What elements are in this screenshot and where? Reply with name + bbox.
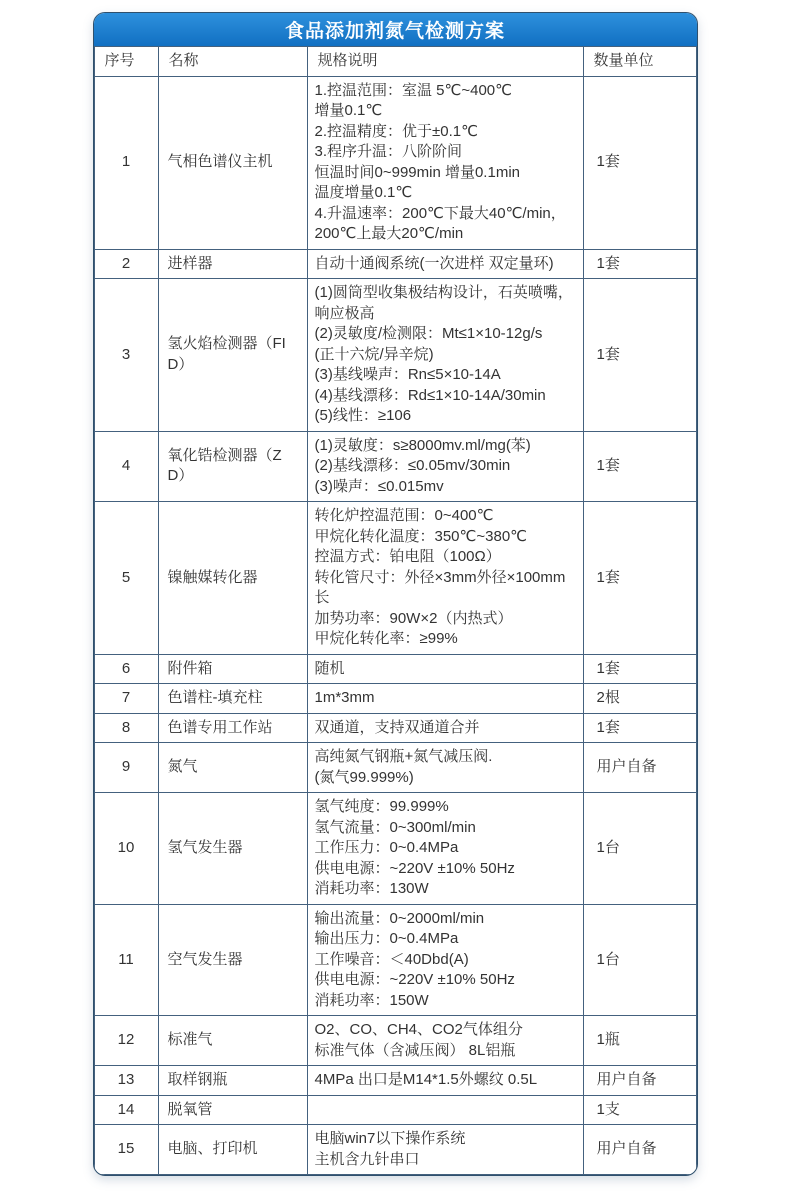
- row-spec: [307, 1125, 583, 1175]
- spec-line: (3)基线噪声：Rn≤5×10-14A: [314, 366, 501, 383]
- row-qty: 1套: [583, 502, 696, 655]
- row-name: 氮气: [158, 743, 307, 793]
- row-name: 镍触媒转化器: [158, 502, 307, 655]
- spec-line: (2)灵敏度/检测限：Mt≤1×10-12g/s: [314, 325, 543, 342]
- row-spec: [307, 502, 583, 655]
- row-spec: [307, 431, 583, 502]
- spec-line: (1)灵敏度：s≥8000mv.ml/mg(苯): [314, 436, 531, 454]
- spec-line: 3.程序升温：八阶阶间: [314, 143, 463, 160]
- table-row: [94, 743, 696, 793]
- row-no: 13: [94, 1066, 158, 1096]
- spec-line: 供电电源：~220V ±10% 50Hz: [314, 859, 515, 877]
- row-no: 9: [94, 743, 158, 793]
- spec-line: (4)基线漂移：Rd≤1×10-14A/30min: [314, 386, 546, 404]
- row-qty: 1套: [583, 431, 696, 502]
- row-name: 色谱柱-填充柱: [158, 684, 307, 714]
- header-name: 名称: [158, 47, 307, 77]
- spec-table: [94, 46, 697, 1175]
- spec-line: 4.升温速率：200℃下最大40℃/min，: [314, 204, 566, 222]
- table-row: [94, 249, 696, 279]
- row-name: 脱氧管: [158, 1095, 307, 1125]
- table-row: [94, 654, 696, 684]
- row-name: 色谱专用工作站: [158, 713, 307, 743]
- row-spec: [307, 279, 583, 432]
- spec-line: 氢气纯度：99.999%: [314, 798, 449, 815]
- row-name: 氢气发生器: [158, 793, 307, 905]
- spec-line: (1)圆筒型收集极结构设计，石英喷嘴，: [314, 284, 573, 301]
- row-qty: 1台: [583, 793, 696, 905]
- spec-line: 高纯氮气钢瓶+氮气减压阀.: [314, 748, 493, 765]
- row-name: 氧化锆检测器（ZD）: [158, 431, 307, 502]
- spec-line: 随机: [314, 659, 345, 677]
- row-no: 5: [94, 502, 158, 655]
- table-row: [94, 904, 696, 1016]
- row-spec: [307, 654, 583, 684]
- spec-line: 输出压力：0~0.4MPa: [314, 930, 459, 947]
- row-spec: [307, 76, 583, 249]
- spec-line: 转化炉控温范围：0~400℃: [314, 507, 494, 524]
- row-name: 附件箱: [158, 654, 307, 684]
- row-spec: [307, 904, 583, 1016]
- row-qty: 用户自备: [583, 1066, 696, 1096]
- row-qty: 1套: [583, 654, 696, 684]
- table-body: [94, 76, 696, 1175]
- spec-line: 氢气流量：0~300ml/min: [314, 818, 476, 836]
- row-spec: [307, 249, 583, 279]
- spec-line: 工作压力：0~0.4MPa: [314, 839, 459, 856]
- table-row: [94, 1125, 696, 1175]
- row-qty: 用户自备: [583, 1125, 696, 1175]
- spec-line: 消耗功率：150W: [314, 991, 429, 1009]
- spec-line: 工作噪音：＜40Dbd(A): [314, 950, 469, 968]
- row-no: 12: [94, 1016, 158, 1066]
- spec-line: 增量0.1℃: [314, 102, 383, 119]
- spec-line: 电脑win7以下操作系统: [314, 1130, 466, 1147]
- spec-line: 恒温时间0~999min 增量0.1min: [314, 163, 520, 181]
- row-spec: [307, 1016, 583, 1066]
- row-qty: 2根: [583, 684, 696, 714]
- row-no: 4: [94, 431, 158, 502]
- spec-line: 供电电源：~220V ±10% 50Hz: [314, 971, 515, 988]
- row-name: 气相色谱仪主机: [158, 76, 307, 249]
- spec-line: 加势功率：90W×2（内热式）: [314, 609, 513, 627]
- row-qty: 1套: [583, 76, 696, 249]
- row-qty: 1瓶: [583, 1016, 696, 1066]
- row-no: 11: [94, 904, 158, 1016]
- row-name: 氢火焰检测器（FID）: [158, 279, 307, 432]
- header-no: 序号: [94, 47, 158, 77]
- spec-line: 1m*3mm: [314, 689, 375, 706]
- row-no: 3: [94, 279, 158, 432]
- spec-line: (正十六烷/异辛烷): [314, 345, 434, 363]
- table-row: [94, 713, 696, 743]
- spec-line: 甲烷化转化率：≥99%: [314, 630, 458, 647]
- row-name: 电脑、打印机: [158, 1125, 307, 1175]
- header-spec: 规格说明: [307, 47, 583, 77]
- spec-line: 甲烷化转化温度：350℃~380℃: [314, 527, 528, 545]
- row-no: 1: [94, 76, 158, 249]
- row-spec: [307, 684, 583, 714]
- table-row: [94, 431, 696, 502]
- table-row: [94, 1066, 696, 1096]
- row-qty: 1台: [583, 904, 696, 1016]
- spec-line: (2)基线漂移：≤0.05mv/30min: [314, 457, 511, 474]
- row-spec: [307, 1066, 583, 1096]
- spec-line: 控温方式：铂电阻（100Ω）: [314, 548, 501, 565]
- row-no: 14: [94, 1095, 158, 1125]
- row-no: 15: [94, 1125, 158, 1175]
- spec-line: (3)噪声：≤0.015mv: [314, 477, 444, 495]
- row-spec: [307, 793, 583, 905]
- table-row: [94, 279, 696, 432]
- table-row: [94, 1095, 696, 1125]
- spec-line: 1.控温范围：室温 5℃~400℃: [314, 81, 512, 99]
- header-qty: 数量单位: [583, 47, 696, 77]
- row-qty: 1支: [583, 1095, 696, 1125]
- spec-line: O2、CO、CH4、CO2气体组分: [314, 1021, 523, 1038]
- spec-line: 双通道，支持双通道合并: [314, 718, 480, 736]
- header-row: [94, 47, 696, 77]
- row-no: 6: [94, 654, 158, 684]
- row-no: 10: [94, 793, 158, 905]
- sheet-title: 食品添加剂氮气检测方案: [94, 13, 697, 46]
- table-row: [94, 502, 696, 655]
- spec-line: (5)线性：≥106: [314, 407, 412, 424]
- row-qty: 1套: [583, 279, 696, 432]
- spec-line: 标准气体（含减压阀） 8L铝瓶: [314, 1041, 516, 1059]
- row-no: 7: [94, 684, 158, 714]
- row-spec: [307, 743, 583, 793]
- spec-line: 响应极高: [314, 304, 375, 322]
- table-row: [94, 1016, 696, 1066]
- table-row: [94, 76, 696, 249]
- row-name: 标准气: [158, 1016, 307, 1066]
- spec-line: 主机含九针串口: [314, 1150, 420, 1168]
- row-no: 8: [94, 713, 158, 743]
- row-spec: [307, 713, 583, 743]
- spec-line: 200℃上最大20℃/min: [314, 225, 464, 242]
- spec-line: 自动十通阀系统(一次进样 双定量环): [314, 254, 554, 272]
- spec-line: 温度增量0.1℃: [314, 184, 413, 201]
- spec-line: 2.控温精度：优于±0.1℃: [314, 122, 478, 140]
- spec-line: 消耗功率：130W: [314, 880, 429, 897]
- spec-sheet: [93, 12, 698, 1176]
- spec-line: (氮气99.999%): [314, 768, 414, 786]
- row-no: 2: [94, 249, 158, 279]
- spec-line: 输出流量：0~2000ml/min: [314, 909, 485, 927]
- row-name: 空气发生器: [158, 904, 307, 1016]
- row-name: 进样器: [158, 249, 307, 279]
- table-row: [94, 793, 696, 905]
- row-spec: [307, 1095, 583, 1125]
- row-qty: 1套: [583, 249, 696, 279]
- spec-line: 4MPa 出口是M14*1.5外螺纹 0.5L: [314, 1071, 538, 1088]
- table-row: [94, 684, 696, 714]
- row-qty: 用户自备: [583, 743, 696, 793]
- row-name: 取样钢瓶: [158, 1066, 307, 1096]
- spec-line: 转化管尺寸：外径×3mm外径×100mm长: [314, 568, 566, 606]
- row-qty: 1套: [583, 713, 696, 743]
